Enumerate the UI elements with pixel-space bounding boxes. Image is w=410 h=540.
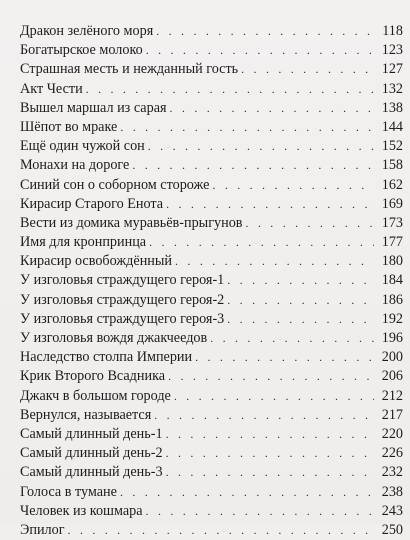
toc-entry-page-number: 152 xyxy=(381,138,403,155)
toc-entry xyxy=(20,271,403,290)
dot-leader xyxy=(154,406,374,425)
toc-entry xyxy=(20,425,403,444)
toc-entry-page-number: 173 xyxy=(381,214,403,231)
toc-entry-title: У изголовья страждущего героя-2 xyxy=(20,291,225,308)
toc-entry xyxy=(20,195,403,214)
toc-entry-page-number: 184 xyxy=(381,272,403,289)
dot-leader xyxy=(146,41,374,60)
toc-entry-title: Крик Второго Всадника xyxy=(20,368,166,385)
table-of-contents xyxy=(20,22,403,540)
toc-entry-title: У изголовья страждущего героя-1 xyxy=(20,272,225,289)
toc-entry xyxy=(20,291,403,310)
toc-entry-page-number: 192 xyxy=(381,310,403,327)
dot-leader xyxy=(156,22,374,41)
toc-entry xyxy=(20,22,403,41)
toc-entry xyxy=(20,310,403,329)
dot-leader xyxy=(170,99,374,118)
toc-entry-page-number: 226 xyxy=(381,445,403,462)
dot-leader xyxy=(227,291,374,310)
toc-entry-title: Кирасир Старого Енота xyxy=(20,195,164,212)
toc-entry xyxy=(20,252,403,271)
toc-entry-title: Вышел маршал из сарая xyxy=(20,99,167,116)
toc-entry xyxy=(20,444,403,463)
toc-entry-title: Богатырское молоко xyxy=(20,42,143,59)
toc-entry xyxy=(20,60,403,79)
toc-entry xyxy=(20,233,403,252)
dot-leader xyxy=(212,176,374,195)
toc-entry xyxy=(20,329,403,348)
dot-leader xyxy=(168,367,374,386)
dot-leader xyxy=(86,80,374,99)
dot-leader xyxy=(175,252,374,271)
toc-entry-title: Имя для кронпринца xyxy=(20,234,147,251)
toc-entry-title: У изголовья страждущего героя-3 xyxy=(20,310,225,327)
toc-entry xyxy=(20,214,403,233)
toc-entry xyxy=(20,80,403,99)
dot-leader xyxy=(166,425,374,444)
toc-entry-page-number: 243 xyxy=(381,502,403,519)
toc-entry-title: Вести из домика муравьёв-прыгунов xyxy=(20,214,243,231)
toc-entry-page-number: 118 xyxy=(382,23,403,39)
toc-entry xyxy=(20,156,403,175)
toc-entry xyxy=(20,118,403,137)
dot-leader xyxy=(132,156,374,175)
toc-entry-title: Самый длинный день-1 xyxy=(20,425,163,442)
toc-entry xyxy=(20,99,403,118)
toc-entry-page-number: 220 xyxy=(381,425,403,442)
toc-entry-title: Синий сон о соборном стороже xyxy=(20,176,210,193)
toc-entry-page-number: 200 xyxy=(381,349,403,366)
dot-leader xyxy=(174,387,374,406)
toc-entry-page-number: 123 xyxy=(381,42,403,59)
toc-entry xyxy=(20,176,403,195)
toc-entry-page-number: 212 xyxy=(381,387,403,404)
toc-entry xyxy=(20,406,403,425)
dot-leader xyxy=(166,444,374,463)
toc-entry-title: Наследство столпа Империи xyxy=(20,349,193,366)
toc-entry xyxy=(20,41,403,60)
toc-entry-title: Эпилог xyxy=(20,521,65,538)
toc-entry-page-number: 217 xyxy=(381,406,403,423)
toc-entry-title: Дракон зелёного моря xyxy=(20,23,154,39)
toc-entry-page-number: 162 xyxy=(381,176,403,193)
dot-leader xyxy=(227,271,374,290)
toc-entry-page-number: 186 xyxy=(381,291,403,308)
toc-entry-page-number: 196 xyxy=(381,330,403,346)
toc-entry-page-number: 144 xyxy=(381,118,403,135)
toc-entry-page-number: 158 xyxy=(381,157,403,174)
toc-entry-title: Джакч в большом городе xyxy=(20,387,171,404)
dot-leader xyxy=(120,483,374,502)
toc-entry xyxy=(20,137,403,156)
toc-entry-page-number: 238 xyxy=(381,483,403,500)
toc-entry-page-number: 250 xyxy=(381,521,403,538)
toc-entry-page-number: 177 xyxy=(381,234,403,251)
toc-entry-title: Вернулся, называется xyxy=(20,406,152,423)
dot-leader xyxy=(195,348,374,367)
toc-entry-page-number: 132 xyxy=(381,80,403,97)
dot-leader xyxy=(210,329,374,348)
toc-entry-title: Страшная месть и нежданный гость xyxy=(20,61,239,78)
toc-entry-title: Ещё один чужой сон xyxy=(20,138,145,155)
toc-entry-title: Монахи на дороге xyxy=(20,157,130,174)
toc-entry-title: Самый длинный день-3 xyxy=(20,464,163,481)
toc-entry xyxy=(20,502,403,521)
toc-entry xyxy=(20,387,403,406)
toc-entry xyxy=(20,463,403,482)
dot-leader xyxy=(227,310,374,329)
toc-entry xyxy=(20,367,403,386)
toc-entry-page-number: 206 xyxy=(381,368,403,385)
toc-entry-title: Шёпот во мраке xyxy=(20,118,118,135)
dot-leader xyxy=(120,118,374,137)
toc-entry-title: Акт Чести xyxy=(20,80,83,97)
dot-leader xyxy=(166,463,374,482)
dot-leader xyxy=(241,60,374,79)
toc-entry-page-number: 127 xyxy=(381,61,403,78)
dot-leader xyxy=(146,502,374,521)
toc-entry-title: Самый длинный день-2 xyxy=(20,445,163,462)
dot-leader xyxy=(149,233,374,252)
dot-leader xyxy=(148,137,374,156)
toc-entry-page-number: 232 xyxy=(381,464,403,481)
toc-entry-title: Человек из кошмара xyxy=(20,502,143,519)
toc-entry-page-number: 138 xyxy=(381,99,403,116)
toc-entry-page-number: 180 xyxy=(381,253,403,270)
toc-entry-title: Кирасир освобождённый xyxy=(20,253,173,270)
toc-entry xyxy=(20,348,403,367)
toc-entry-title: Голоса в тумане xyxy=(20,483,117,500)
toc-entry-page-number: 169 xyxy=(381,195,403,212)
dot-leader xyxy=(166,195,374,214)
toc-entry-title: У изголовья вождя джакчеедов xyxy=(20,330,208,346)
toc-entry xyxy=(20,483,403,502)
dot-leader xyxy=(246,214,375,233)
